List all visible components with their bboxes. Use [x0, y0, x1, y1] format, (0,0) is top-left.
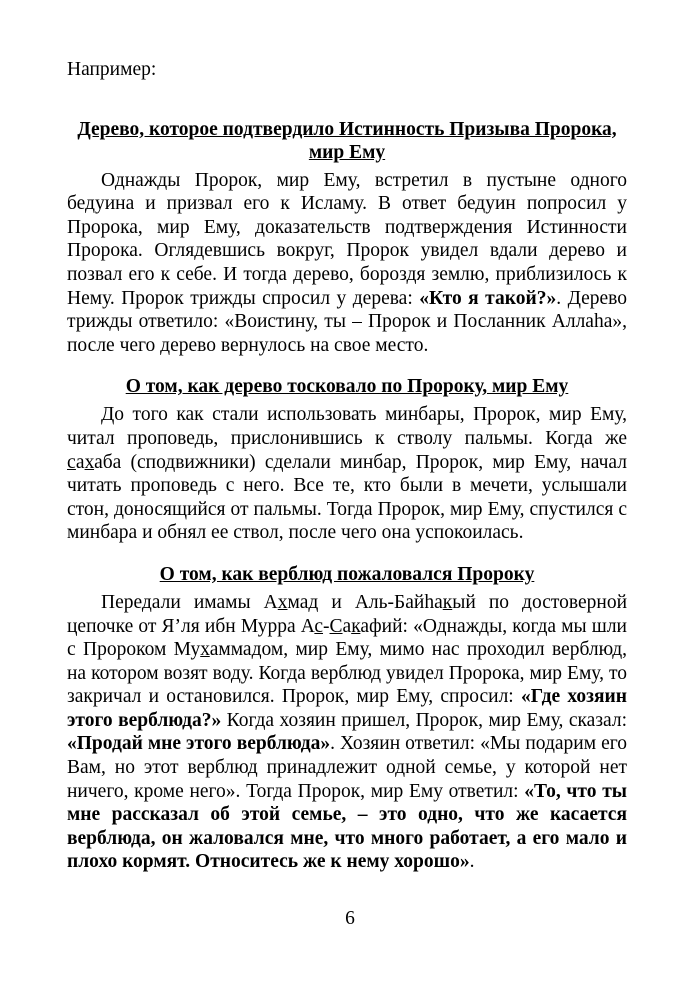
paragraph-text: а	[75, 451, 85, 473]
bold-quote: «Кто я такой?»	[419, 287, 557, 309]
paragraph-text: Когда хозяин пришел, Пророк, мир Ему, сказал:	[221, 709, 627, 731]
paragraph-text: афий: «Однажды, когда мы шли с Пророком Му	[67, 615, 627, 661]
underlined-letter: к	[351, 615, 361, 637]
page-number: 6	[345, 908, 355, 929]
paragraph-text: Передали имамы А	[101, 591, 278, 613]
paragraph-text: -	[323, 615, 330, 637]
section-paragraph	[67, 169, 627, 358]
section-paragraph	[67, 591, 627, 874]
section-heading: Дерево, которое подтвердило Истинность Призыва Пророка, мир Ему	[77, 118, 617, 163]
paragraph-text: . Дерево трижды ответило: «Воистину, ты – Пророк и Посланник Аллаhа», после чего дерево вернулось на свое место.	[67, 287, 627, 356]
paragraph-text: аба (сподвижники) сделали минбар, Пророк, мир Ему, начал читать проповедь с него. Все те, кто были в мечети, услышали стон, доносящийся от пальмы. Тогда Пророк, мир Ему, спустился с минбара и обнял ее ствол, после чего она успокоилась.	[67, 451, 627, 544]
section-tree-longing	[67, 375, 627, 545]
paragraph-text: ый по достоверной цепочке от Я’ля ибн Мурра А	[67, 591, 628, 637]
underlined-letter: С	[329, 615, 343, 637]
intro-text: Например:	[67, 59, 157, 80]
section-paragraph	[67, 403, 627, 545]
bold-quote: «Продай мне этого верблюда»	[67, 733, 331, 755]
paragraph-text: Однажды Пророк, мир Ему, встретил в пустыне одного бедуина и призвал его к Исламу. В ответ бедуин попросил у Пророка, мир Ему, доказательств подтверждения Истинности Пророка. Оглядевшись вокруг, Пророк увидел вдали дерево и позвал его к себе. И тогда дерево, бороздя землю, приблизилось к Нему. Пророк трижды спросил у дерева:	[67, 169, 627, 309]
section-tree-testimony	[67, 118, 627, 358]
paragraph-text: а	[342, 615, 352, 637]
bold-quote: «То, что ты мне рассказал об этой семье, – это одно, что же касается верблюда, он жаловался мне, что много работает, а его мало и плохо кормят. Относитесь же к нему хорошо»	[67, 780, 627, 873]
paragraph-text: До того как стали использовать минбары, Пророк, мир Ему, читал проповедь, прислонившись к стволу пальмы. Когда же	[67, 404, 627, 449]
underlined-letter: х	[84, 451, 95, 473]
paragraph-text: .	[469, 851, 475, 873]
page-content	[67, 58, 627, 874]
bold-quote: «Где хозяин этого верблюда?»	[67, 686, 627, 731]
underlined-letter: к	[442, 591, 453, 613]
section-camel-complaint	[67, 563, 627, 874]
section-heading: О том, как дерево тосковало по Пророку, мир Ему	[125, 376, 569, 398]
underlined-letter: с	[314, 615, 324, 637]
paragraph-text: . Хозяин ответил: «Мы подарим его Вам, но этот верблюд принадлежит одной семье, у которой нет ничего, кроме него». Тогда Пророк, мир Ему ответил:	[67, 733, 627, 802]
underlined-letter: с	[67, 451, 76, 473]
paragraph-text: мад и Аль-Байhа	[287, 591, 443, 613]
underlined-letter: х	[277, 591, 288, 613]
paragraph-text: аммадом, мир Ему, мимо нас проходил верблюд, на котором возят воду. Когда верблюд увидел Пророка, мир Ему, то закричал и остановился. Пророк, мир Ему, спросил:	[67, 639, 627, 708]
section-heading: О том, как верблюд пожаловался Пророку	[159, 563, 535, 585]
underlined-letter: х	[200, 639, 210, 661]
